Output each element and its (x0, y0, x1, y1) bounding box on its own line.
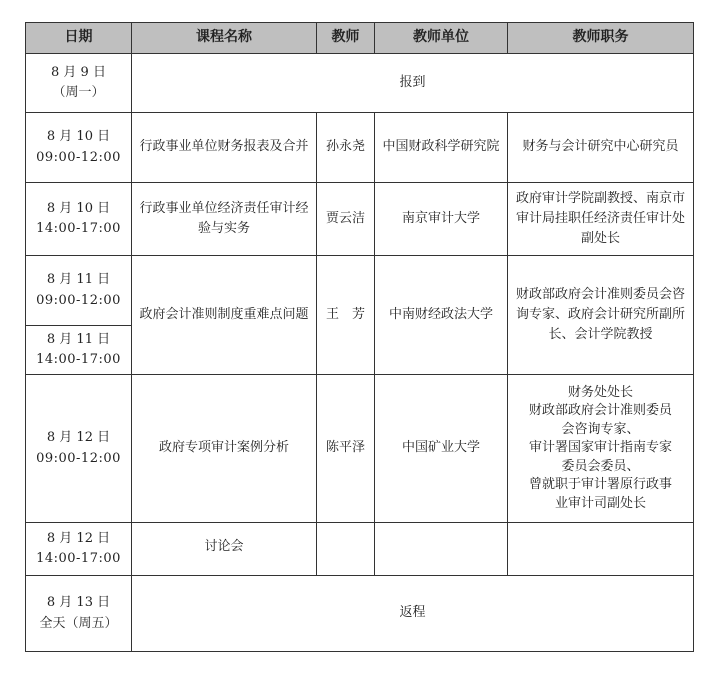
position-cell: 财政部政府会计准则委员会咨询专家、政府会计研究所副所长、会计学院教授 (508, 256, 694, 375)
course-cell: 政府会计准则制度重难点问题 (132, 256, 317, 375)
time-text: 14:00-17:00 (36, 352, 121, 367)
teacher-cell (317, 523, 375, 576)
date-cell (26, 523, 132, 576)
date-text: 8 月 10 日 (46, 200, 111, 216)
course-cell: 行政事业单位经济责任审计经验与实务 (132, 183, 317, 256)
table-row (26, 375, 694, 523)
weekday-text: （周一） (52, 85, 105, 100)
header-teacher-unit: 教师单位 (375, 23, 508, 54)
position-line: 财政部政府会计准则委员 (528, 403, 672, 419)
course-cell (132, 523, 317, 576)
position-cell: 政府审计学院副教授、南京市审计局挂职任经济责任审计处副处长 (508, 183, 694, 256)
date-text: 8 月 10 日 (46, 129, 111, 145)
date-cell (26, 375, 132, 523)
date-text: 8 月 11 日 (46, 272, 111, 288)
teacher-cell: 孙永尧 (317, 113, 375, 183)
unit-cell: 中国财政科学研究院 (375, 113, 508, 183)
schedule-table (25, 22, 694, 652)
position-line: 会咨询专家、 (561, 421, 640, 437)
departure-text: 返程 (399, 605, 426, 621)
position-cell (508, 375, 694, 523)
date-text: 8 月 11 日 (46, 331, 111, 347)
date-cell (26, 326, 132, 375)
date-text: 8 月 9 日 (51, 64, 106, 80)
header-course-name: 课程名称 (132, 23, 317, 54)
course-cell: 行政事业单位财务报表及合并 (132, 113, 317, 183)
departure-cell (132, 576, 694, 652)
table-row (26, 523, 694, 576)
date-text: 8 月 13 日 (46, 595, 111, 611)
header-date: 日期 (26, 23, 132, 54)
time-text: 14:00-17:00 (36, 551, 121, 566)
table-row (26, 576, 694, 652)
table-row (26, 256, 694, 326)
table-row (26, 54, 694, 113)
date-text: 8 月 12 日 (46, 530, 111, 546)
check-in-cell (132, 54, 694, 113)
header-teacher-position: 教师职务 (508, 23, 694, 54)
position-line: 委员会委员、 (561, 458, 640, 474)
check-in-text: 报到 (399, 74, 426, 90)
time-text: 09:00-12:00 (36, 292, 121, 308)
unit-cell: 南京审计大学 (375, 183, 508, 256)
table-row (26, 183, 694, 256)
position-line: 财务处处长 (567, 384, 633, 400)
time-text: 14:00-17:00 (36, 221, 121, 236)
table-row (26, 113, 694, 183)
date-cell (26, 256, 132, 326)
date-text: 8 月 12 日 (46, 430, 111, 446)
position-line: 曾就职于审计署原行政事 (528, 477, 672, 493)
teacher-cell: 陈平泽 (317, 375, 375, 523)
position-cell: 财务与会计研究中心研究员 (508, 113, 694, 183)
position-line: 业审计司副处长 (554, 495, 646, 511)
date-cell (26, 183, 132, 256)
unit-cell: 中国矿业大学 (375, 375, 508, 523)
position-line: 审计署国家审计指南专家 (528, 440, 672, 456)
teacher-cell: 贾云洁 (317, 183, 375, 256)
header-teacher: 教师 (317, 23, 375, 54)
time-text: 09:00-12:00 (36, 450, 121, 466)
date-cell (26, 54, 132, 113)
date-cell (26, 113, 132, 183)
time-text: 09:00-12:00 (36, 149, 121, 165)
course-cell: 政府专项审计案例分析 (132, 375, 317, 523)
date-cell (26, 576, 132, 652)
position-cell (508, 523, 694, 576)
unit-cell (375, 523, 508, 576)
teacher-cell: 王 芳 (317, 256, 375, 375)
header-row (26, 23, 694, 54)
unit-cell: 中南财经政法大学 (375, 256, 508, 375)
discussion-text: 讨论会 (204, 539, 244, 554)
weekday-text: 全天（周五） (39, 615, 118, 631)
